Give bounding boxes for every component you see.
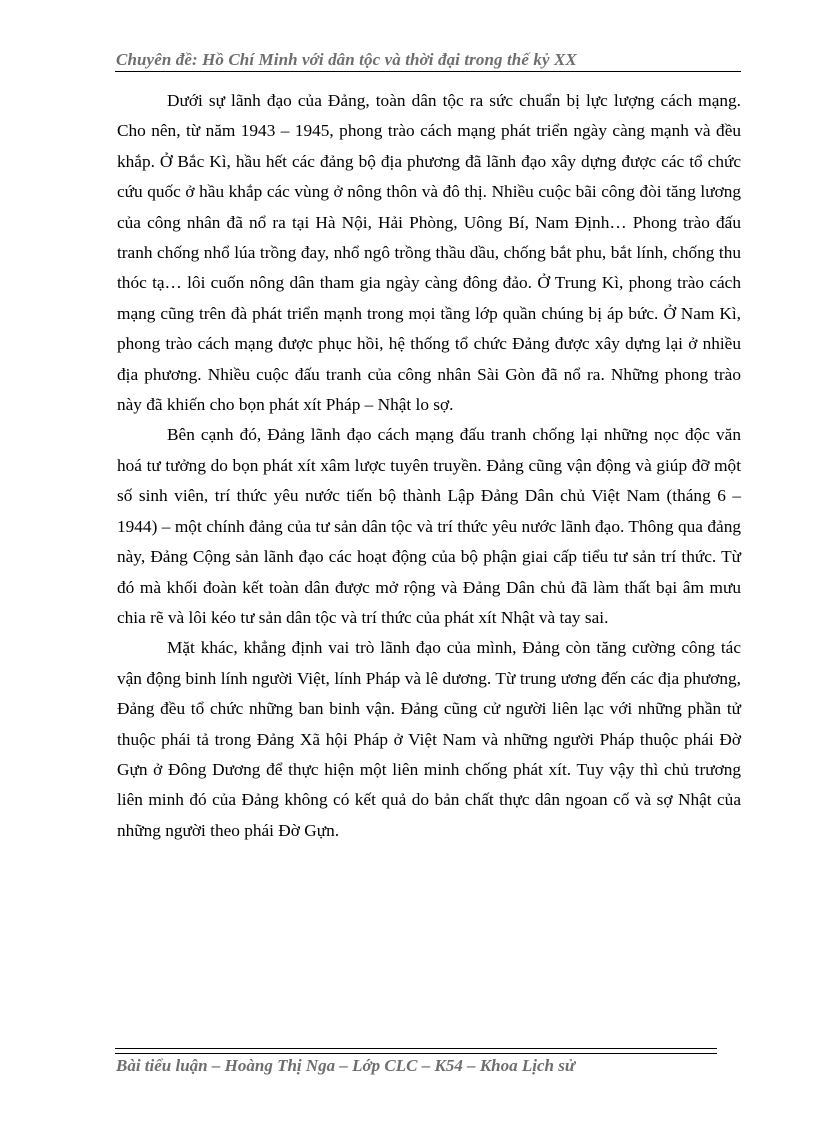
paragraph-2: Bên cạnh đó, Đảng lãnh đạo cách mạng đấu tranh chống lại những nọc độc văn hoá tư tưởng do bọn phát xít xâm lược tuyên truyền. Đảng cũng vận động và giúp đỡ một số sinh viên, trí thức yêu nước tiến bộ thành Lập Đảng Dân chủ Việt Nam (tháng 6 – 1944) – một chính đảng của tư sản dân tộc và trí thức yêu nước lãnh đạo. Thông qua đảng này, Đảng Cộng sản lãnh đạo các hoạt động của bộ phận giai cấp tiểu tư sản trí thức. Từ đó mà khối đoàn kết toàn dân được mở rộng và Đảng Dân chủ đã làm thất bại âm mưu chia rẽ và lôi kéo tư sản dân tộc và trí thức của phát xít Nhật và tay sai. xyxy=(117,425,741,627)
header-divider xyxy=(115,71,741,72)
paragraph-1: Dưới sự lãnh đạo của Đảng, toàn dân tộc ra sức chuẩn bị lực lượng cách mạng. Cho nên, từ năm 1943 – 1945, phong trào cách mạng phát triển ngày càng mạnh và đều khắp. Ở Bắc Kì, hầu hết các đảng bộ địa phương đã lãnh đạo xây dựng được các tổ chức cứu quốc ở hầu khắp các vùng ở nông thôn và đô thị. Nhiều cuộc bãi công đòi tăng lương của công nhân đã nổ ra tại Hà Nội, Hải Phòng, Uông Bí, Nam Định… Phong trào đấu tranh chống nhổ lúa trồng đay, nhổ ngô trồng thầu dầu, chống bắt phu, bắt lính, chống thu thóc tạ… lôi cuốn nông dân tham gia ngày càng đông đảo. Ở Trung Kì, phong trào cách mạng cũng trên đà phát triển mạnh trong mọi tầng lớp quần chúng bị áp bức. Ở Nam Kì, phong trào cách mạng được phục hồi, hệ thống tổ chức Đảng được xây dựng lại ở nhiều địa phương. Nhiều cuộc đấu tranh của công nhân Sài Gòn đã nổ ra. Những phong trào này đã khiến cho bọn phát xít Pháp – Nhật lo sợ. xyxy=(117,91,741,415)
paragraph-3: Mặt khác, khẳng định vai trò lãnh đạo của mình, Đảng còn tăng cường công tác vận động binh lính người Việt, lính Pháp và lê dương. Từ trung ương đến các địa phương, Đảng đều tổ chức những ban binh vận. Đảng cũng cử người liên lạc với những phần tử thuộc phái tả trong Đảng Xã hội Pháp ở Việt Nam và những người Pháp thuộc phái Đờ Gựn ở Đông Dương để thực hiện một liên minh chống phát xít. Tuy vậy thì chủ trương liên minh đó của Đảng không có kết quả do bản chất thực dân ngoan cố và sợ Nhật của những người theo phái Đờ Gựn. xyxy=(117,638,741,840)
page-header-title: Chuyên đề: Hồ Chí Minh với dân tộc và thời đại trong thế kỷ XX xyxy=(116,50,577,69)
page-footer-text: Bài tiểu luận – Hoàng Thị Nga – Lớp CLC – K54 – Khoa Lịch sử xyxy=(116,1056,576,1075)
footer-divider xyxy=(115,1048,717,1054)
document-body xyxy=(117,86,741,846)
